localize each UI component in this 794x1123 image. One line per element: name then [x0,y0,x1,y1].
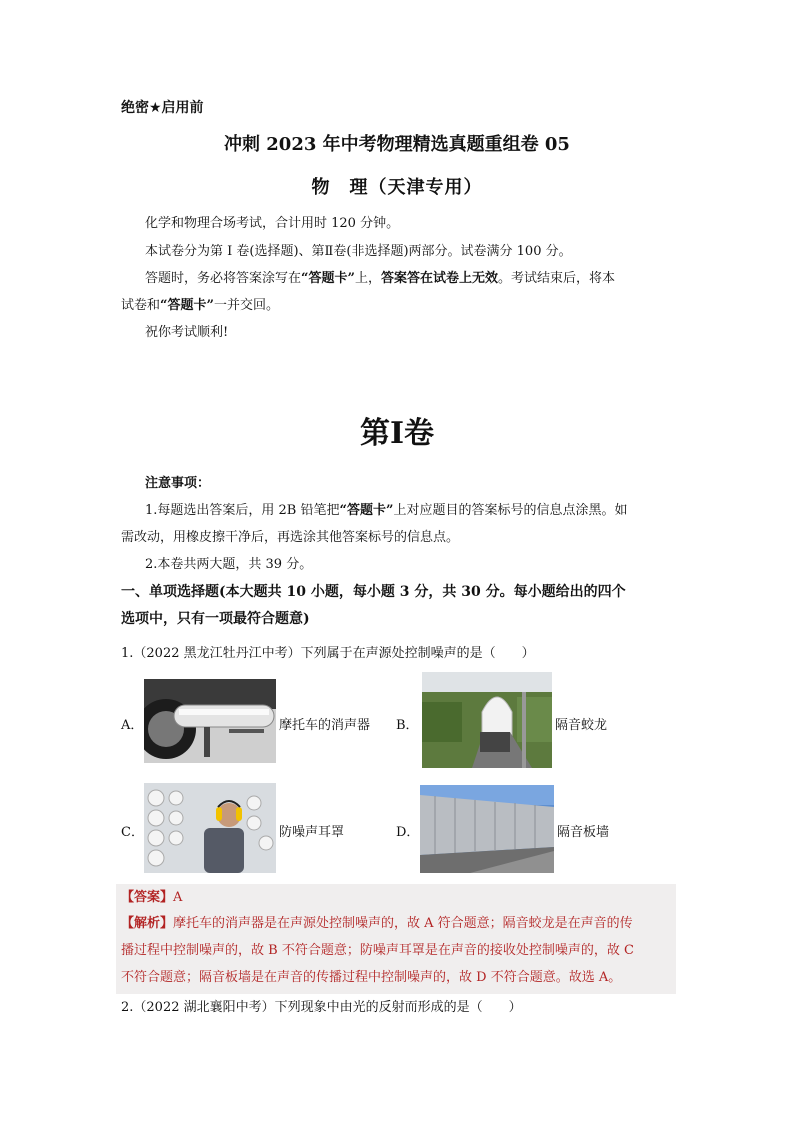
intro-line-2: 本试卷分为第 I 卷(选择题)、第Ⅱ卷(非选择题)两部分。试卷满分 100 分。 [145,244,572,259]
intro-line-3 [145,267,615,286]
intro-text: 。考试结束后，将本 [498,271,616,286]
intro-line-5: 祝你考试顺利! [145,325,229,340]
notice-item-2: 2.本卷共两大题，共 39 分。 [145,557,313,572]
notice-text: 1.每题选出答案后，用 2B 铅笔把 [145,503,340,518]
option-b-label: 隔音蛟龙 [555,718,608,733]
option-d-label: 隔音板墙 [557,825,610,840]
motorcycle-muffler-illustration [144,679,276,763]
intro-text: 上， [354,271,381,286]
option-d-letter: D． [396,825,420,840]
motorcycle-muffler-image [144,679,276,763]
analysis-line-1 [121,912,633,931]
analysis-tag: 【解析】 [121,916,174,931]
option-c-letter: C． [121,825,144,840]
section-heading-line-1: 一、单项选择题(本大题共 10 小题，每小题 3 分，共 30 分。每小题给出的四个 [121,584,626,600]
option-a-letter: A． [121,718,144,733]
notice-item-1-cont: 需改动，用橡皮擦干净后，再选涂其他答案标号的信息点。 [121,530,460,545]
question-2-stem: 2.（2022 湖北襄阳中考）下列现象中由光的反射而形成的是（ ） [121,1000,522,1015]
earmuff-worker-image [144,783,276,873]
option-a-label: 摩托车的消声器 [279,718,371,733]
question-1-stem: 1.（2022 黑龙江牡丹江中考）下列属于在声源处控制噪声的是（ ） [121,646,535,661]
answer-line [121,886,182,905]
intro-text: 答题时，务必将答案涂写在 [145,271,302,286]
answer-card-term: “答题卡” [339,503,394,518]
notice-item-1 [145,499,627,518]
analysis-text: 摩托车的消声器是在声源处控制噪声的，故 A 符合题意；隔音蛟龙是在声音的传 [173,916,633,931]
notice-heading: 注意事项： [145,476,211,491]
invalid-warning: 答案答在试卷上无效 [381,271,499,286]
answer-card-term: “答题卡” [160,298,214,313]
option-c-label: 防噪声耳罩 [279,825,345,840]
confidential-mark: 绝密★启用前 [121,100,204,116]
analysis-line-3: 不符合题意；隔音板墙是在声音的传播过程中控制噪声的，故 D 不符合题意。故选 A。 [121,970,622,985]
notice-text: 上对应题目的答案标号的信息点涂黑。如 [393,503,628,518]
sound-barrier-wall-illustration [420,785,554,873]
answer-card-term: “答题卡” [301,271,355,286]
earmuff-worker-illustration [144,783,276,873]
intro-text: 试卷和 [121,298,161,313]
sound-barrier-tunnel-image [422,672,552,768]
section-heading-line-2: 选项中，只有一项最符合题意) [121,611,310,627]
paper-title: 冲刺 2023 年中考物理精选真题重组卷 05 [224,134,570,155]
answer-tag: 【答案】 [121,890,174,905]
option-b-letter: B． [396,718,419,733]
sound-barrier-tunnel-illustration [422,672,552,768]
intro-text: 一并交回。 [213,298,279,313]
volume-title: 第I卷 [359,416,435,451]
sound-barrier-wall-image [420,785,554,873]
paper-subtitle: 物 理（天津专用） [311,177,483,198]
analysis-line-2: 播过程中控制噪声的，故 B 不符合题意；防噪声耳罩是在声音的接收处控制噪声的，故 C [121,943,634,958]
intro-line-1: 化学和物理合场考试，合计用时 120 分钟。 [145,216,400,231]
intro-line-4 [121,294,279,313]
answer-value: A [173,890,183,905]
